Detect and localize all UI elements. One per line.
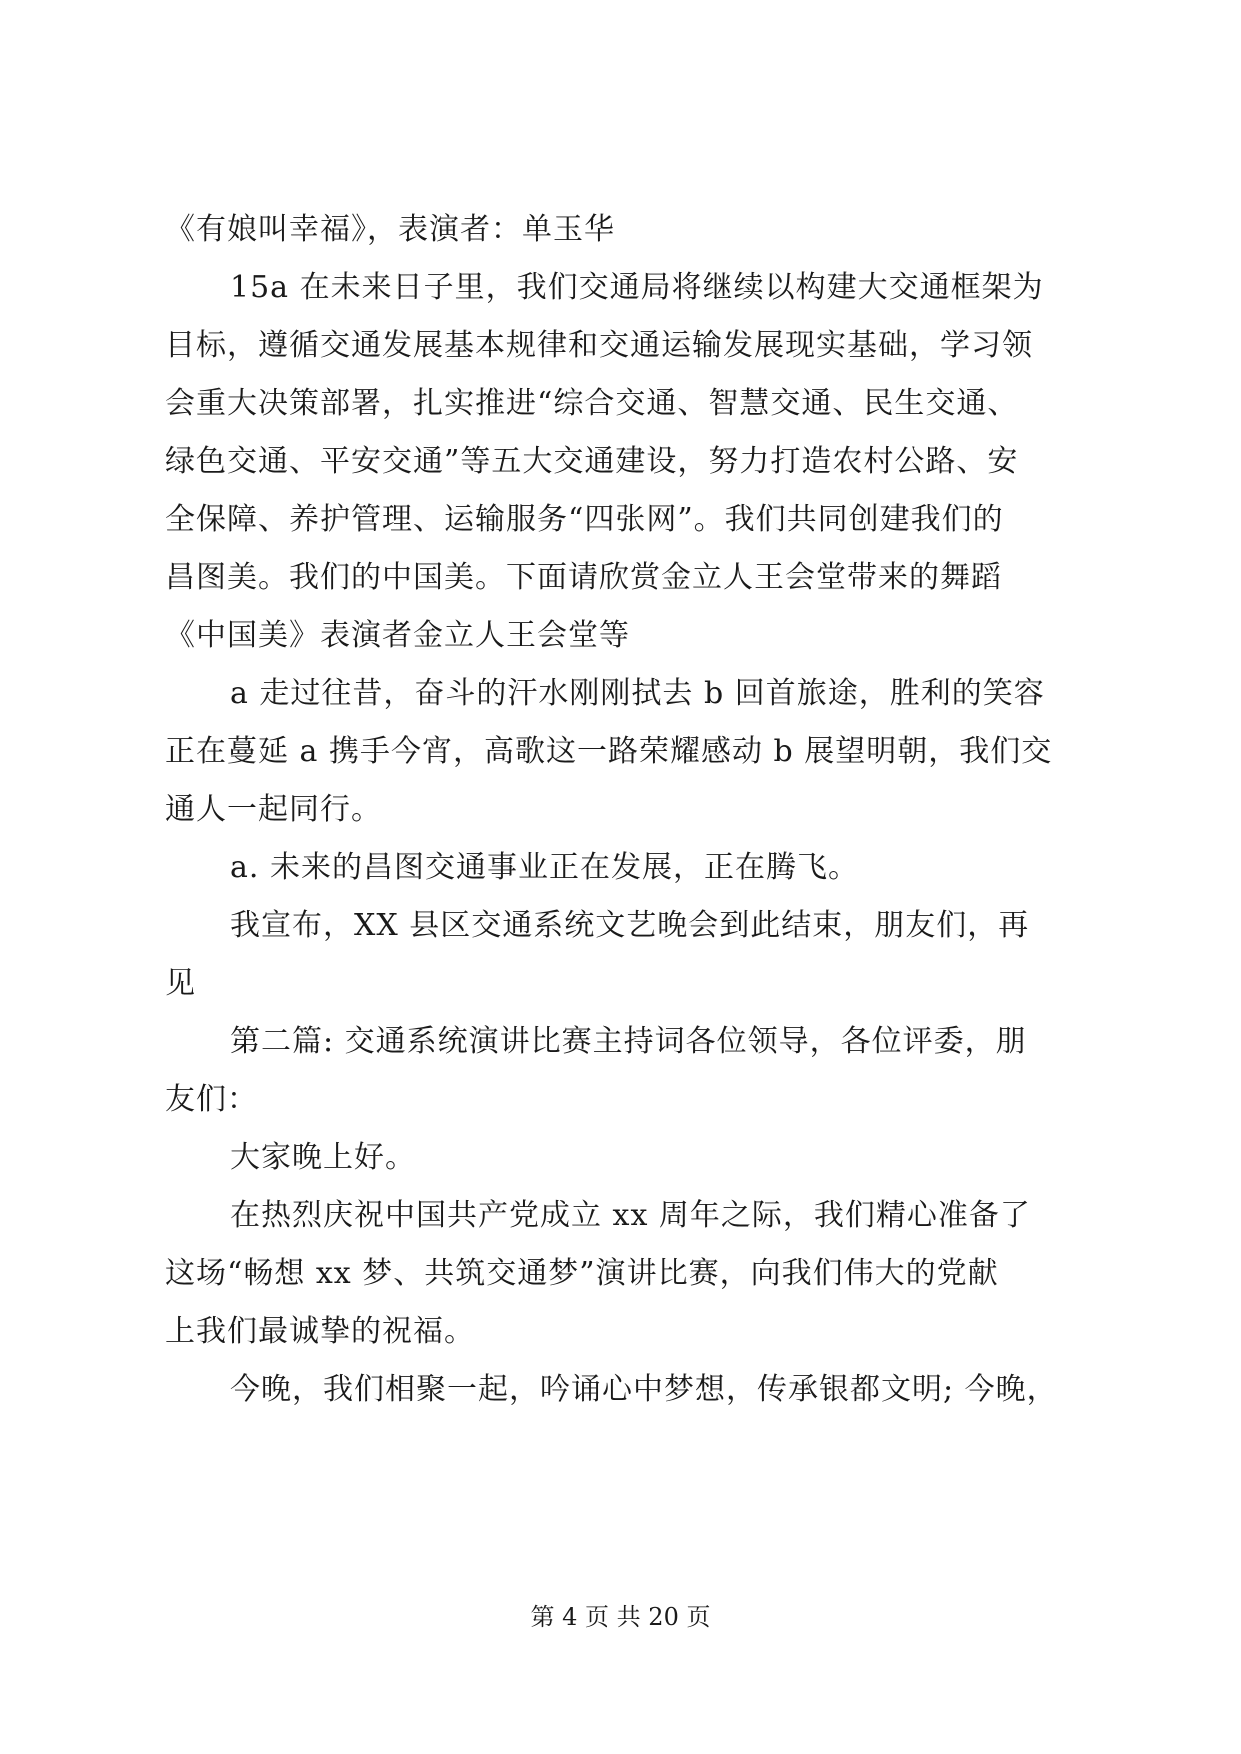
text-line: 在热烈庆祝中国共产党成立 xx 周年之际，我们精心准备了	[230, 1198, 1031, 1233]
text-line: 目标，遵循交通发展基本规律和交通运输发展现实基础，学习领	[165, 328, 1033, 363]
text-line: 大家晚上好。	[230, 1140, 416, 1175]
text-line: 上我们最诚挚的祝福。	[165, 1314, 475, 1349]
text-line: 见	[165, 966, 196, 1001]
text-line: 通人一起同行。	[165, 792, 382, 827]
text-line: 这场“畅想 xx 梦、共筑交通梦”演讲比赛，向我们伟大的党献	[165, 1256, 999, 1291]
text-line: 今晚，我们相聚一起，吟诵心中梦想，传承银都文明; 今晚，	[230, 1372, 1058, 1407]
text-line: 《有娘叫幸福》，表演者：单玉华	[165, 212, 615, 247]
text-line: 友们：	[165, 1082, 258, 1117]
text-line: 《中国美》表演者金立人王会堂等	[165, 618, 630, 653]
text-line: a 走过往昔，奋斗的汗水刚刚拭去 b 回首旅途，胜利的笑容	[230, 676, 1045, 711]
page-footer: 第 4 页 共 20 页	[530, 1603, 711, 1631]
text-line: 昌图美。我们的中国美。下面请欣赏金立人王会堂带来的舞蹈	[165, 560, 1002, 595]
text-line: a. 未来的昌图交通事业正在发展，正在腾飞。	[230, 850, 859, 885]
text-line: 绿色交通、平安交通”等五大交通建设，努力打造农村公路、安	[165, 444, 1019, 479]
text-line: 第二篇: 交通系统演讲比赛主持词各位领导，各位评委，朋	[230, 1024, 1027, 1059]
text-line: 全保障、养护管理、运输服务“四张网”。我们共同创建我们的	[165, 502, 1004, 537]
text-line: 我宣布，XX 县区交通系统文艺晚会到此结束，朋友们，再	[230, 908, 1030, 943]
text-line: 15a 在未来日子里，我们交通局将继续以构建大交通框架为	[230, 270, 1044, 305]
text-line: 会重大决策部署，扎实推进“综合交通、智慧交通、民生交通、	[165, 386, 1019, 421]
text-line: 正在蔓延 a 携手今宵，高歌这一路荣耀感动 b 展望明朝，我们交	[165, 734, 1053, 769]
